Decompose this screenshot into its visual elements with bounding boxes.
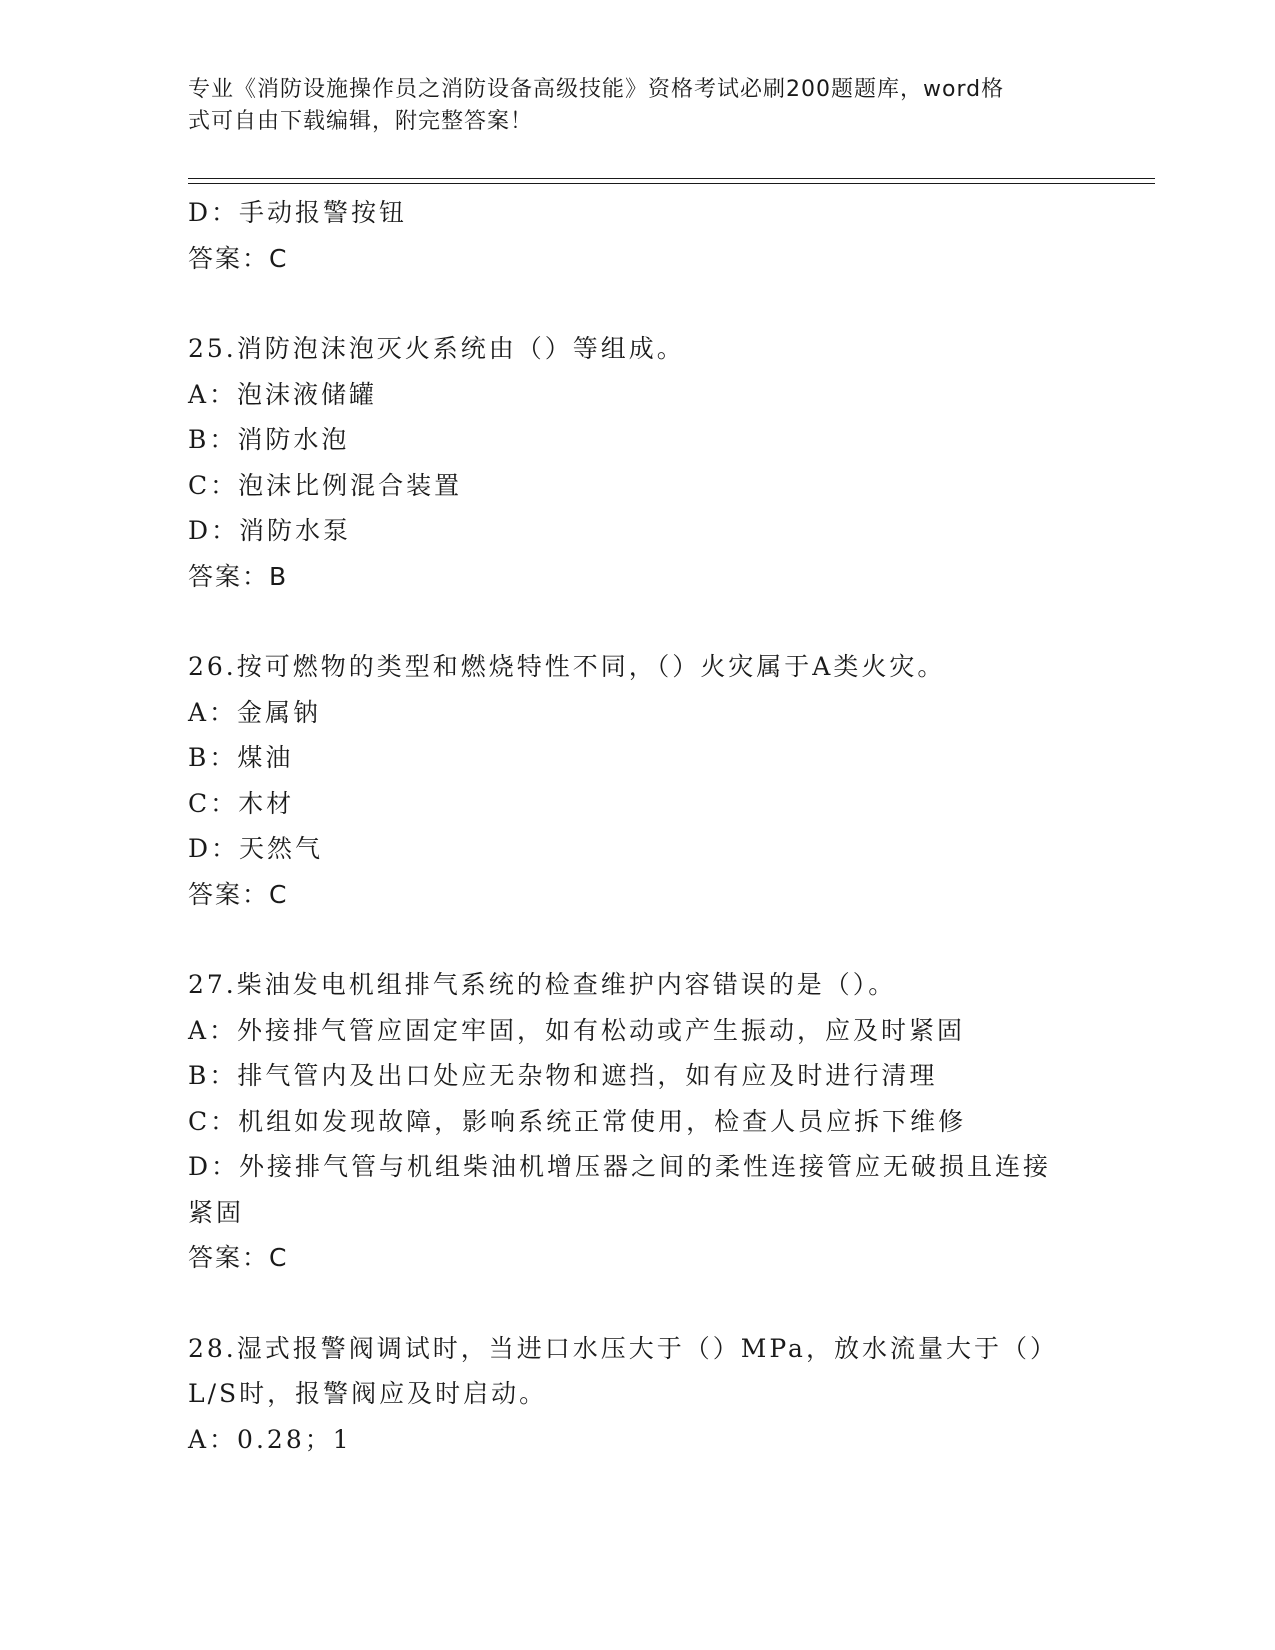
- option-d: D：天然气: [188, 834, 324, 863]
- question-stem: 27.柴油发电机组排气系统的检查维护内容错误的是（）。: [188, 970, 897, 999]
- spacer: [188, 599, 1088, 644]
- question-block-26: [188, 644, 1088, 917]
- spacer: [188, 281, 1088, 326]
- option-a: A：外接排气管应固定牢固，如有松动或产生振动，应及时紧固: [188, 1015, 966, 1045]
- option-c: C：木材: [188, 788, 295, 818]
- question-stem: 26.按可燃物的类型和燃烧特性不同，（）火灾属于A类火灾。: [188, 652, 946, 681]
- question-stem-line-2: L/S时，报警阀应及时启动。: [188, 1379, 548, 1408]
- answer-line: 答案：C: [188, 1243, 289, 1272]
- question-block-28: [188, 1326, 1088, 1463]
- option-a: A：金属钠: [188, 697, 322, 727]
- question-list: [188, 190, 1088, 1462]
- option-d: D：消防水泵: [188, 516, 352, 545]
- option-c: C：机组如发现故障，影响系统正常使用，检查人员应拆下维修: [188, 1106, 967, 1136]
- question-block-24: [188, 190, 1088, 281]
- document-header: [188, 74, 1088, 138]
- question-stem-line-1: 28.湿式报警阀调试时，当进口水压大于（）MPa，放水流量大于（）: [188, 1333, 1058, 1363]
- header-line-1: 专业《消防设施操作员之消防设备高级技能》资格考试必刷200题题库，word格: [188, 77, 1005, 102]
- header-divider-top: [188, 178, 1155, 179]
- option-d: D：手动报警按钮: [188, 198, 408, 227]
- question-block-27: [188, 962, 1088, 1281]
- option-a: A：0.28；1: [188, 1424, 352, 1454]
- answer-line: 答案：C: [188, 879, 289, 909]
- header-line-2: 式可自由下载编辑，附完整答案！: [188, 109, 534, 134]
- option-d: D：外接排气管与机组柴油机增压器之间的柔性连接管应无破损且连接紧固: [188, 1152, 1052, 1227]
- option-a: A：泡沫液储罐: [188, 379, 378, 409]
- option-b: B：煤油: [188, 743, 294, 772]
- answer-line: 答案：C: [188, 243, 289, 273]
- option-c: C：泡沫比例混合装置: [188, 470, 463, 500]
- question-block-25: [188, 326, 1088, 599]
- question-stem: 25.消防泡沫泡灭火系统由（）等组成。: [188, 334, 685, 363]
- option-b: B：排气管内及出口处应无杂物和遮挡，如有应及时进行清理: [188, 1061, 938, 1090]
- spacer: [188, 917, 1088, 962]
- answer-line: 答案：B: [188, 561, 289, 591]
- spacer: [188, 1281, 1088, 1326]
- header-divider-bottom: [188, 183, 1155, 184]
- option-b: B：消防水泡: [188, 425, 350, 454]
